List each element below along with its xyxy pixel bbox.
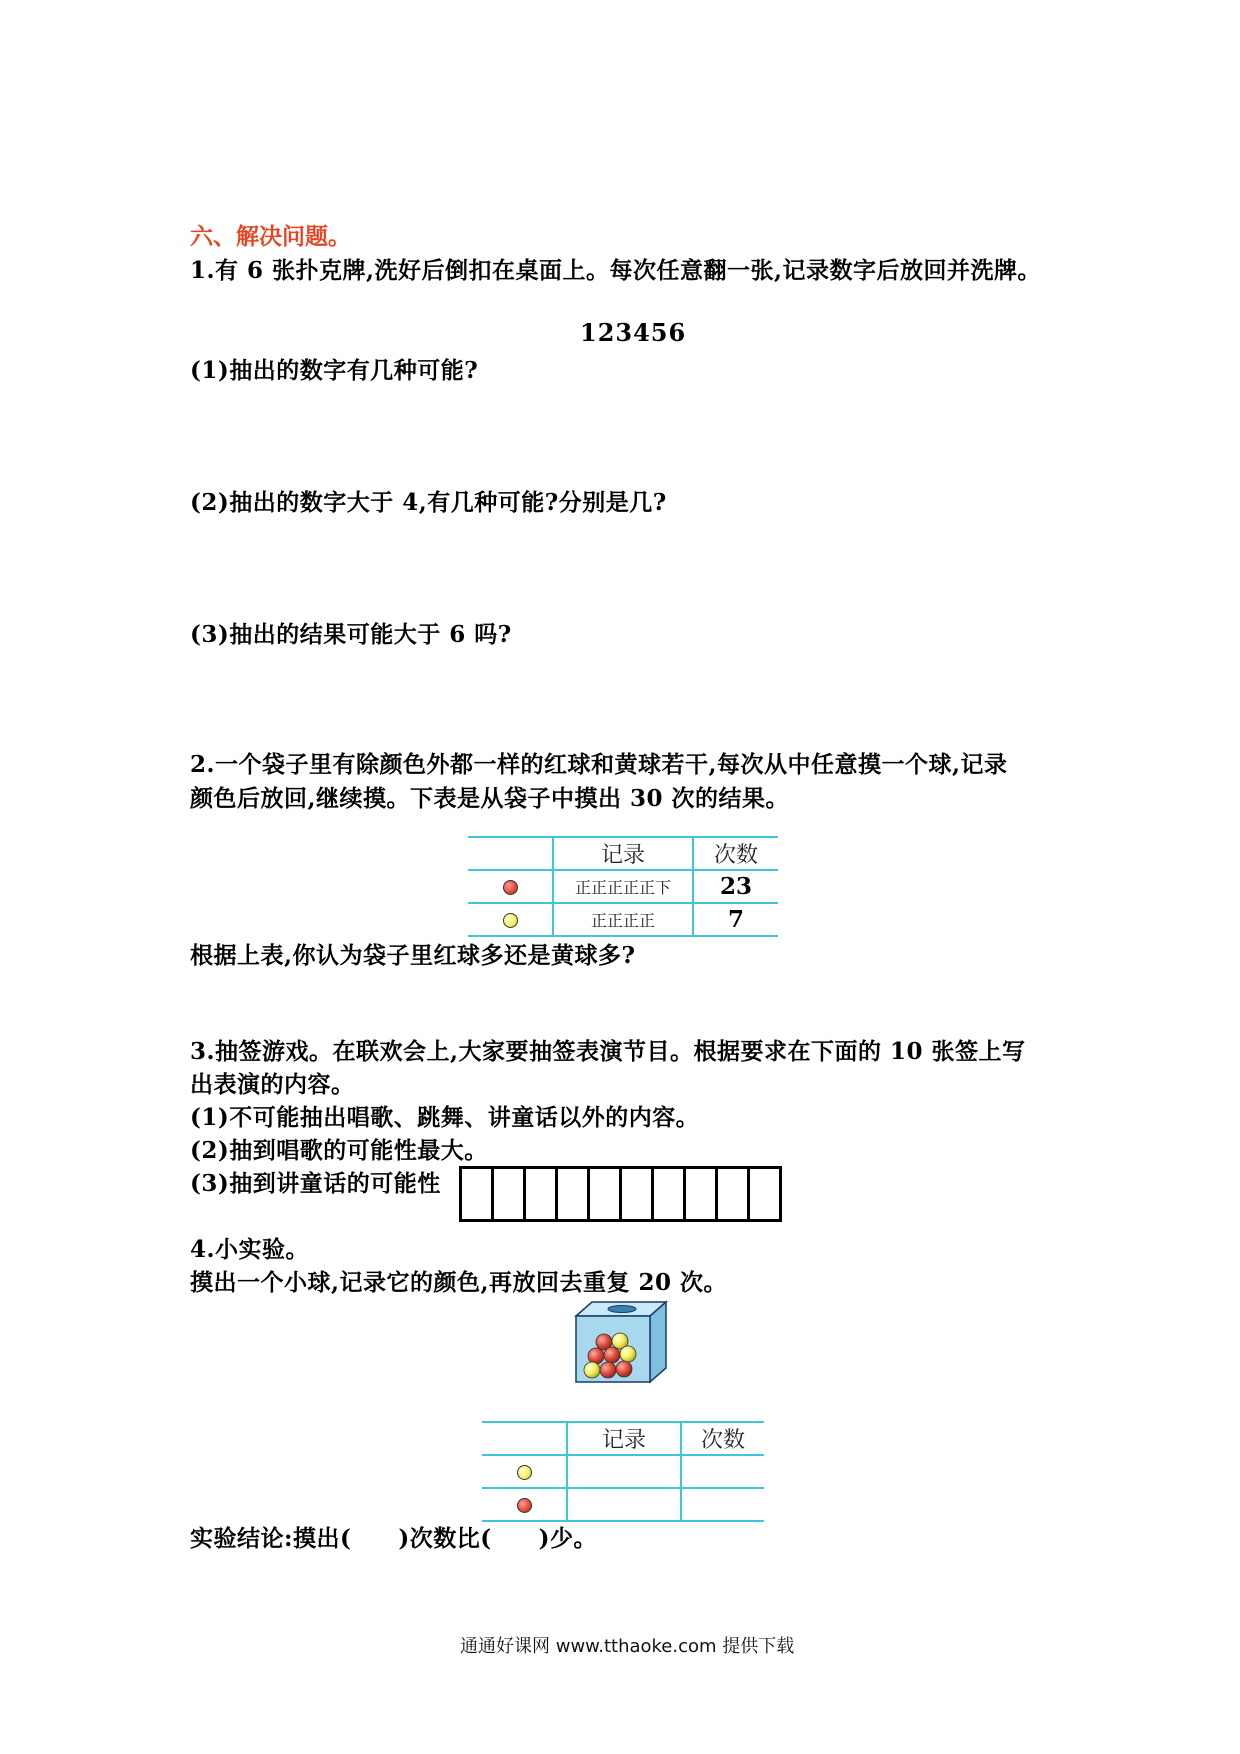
record-cell[interactable] xyxy=(567,1455,681,1488)
q2-line2: 颜色后放回,继续摸。下表是从袋子中摸出 30 次的结果。 xyxy=(190,785,790,812)
yellow-ball-icon xyxy=(517,1465,532,1480)
q1-sub2: (2)抽出的数字大于 4,有几种可能?分别是几? xyxy=(190,489,667,516)
header-record: 记录 xyxy=(553,837,693,870)
q3-req3: (3)抽到讲童话的可能性 xyxy=(190,1170,441,1197)
q4-text: 摸出一个小球,记录它的颜色,再放回去重复 20 次。 xyxy=(190,1269,728,1296)
q2-line1: 2.一个袋子里有除颜色外都一样的红球和黄球若干,每次从中任意摸一个球,记录 xyxy=(190,751,1008,778)
record-cell[interactable] xyxy=(567,1488,681,1521)
q1-sub1: (1)抽出的数字有几种可能? xyxy=(190,357,479,384)
q1-cards: 123456 xyxy=(580,318,687,347)
tally-mark: 正正正正 xyxy=(553,903,693,936)
q2-tally-table xyxy=(468,836,778,937)
slip-box[interactable] xyxy=(459,1166,494,1222)
footer-credit: 通通好课网 www.tthaoke.com 提供下载 xyxy=(460,1636,795,1657)
slip-box[interactable] xyxy=(587,1166,622,1222)
slip-box[interactable] xyxy=(747,1166,782,1222)
q1-text: 1.有 6 张扑克牌,洗好后倒扣在桌面上。每次任意翻一张,记录数字后放回并洗牌。 xyxy=(190,257,1042,284)
table-row xyxy=(482,1422,764,1455)
lottery-slips xyxy=(459,1166,779,1222)
table-row xyxy=(482,1455,764,1488)
tally-mark: 正正正正正下 xyxy=(553,870,693,903)
slip-box[interactable] xyxy=(523,1166,558,1222)
section-title: 六、解决问题。 xyxy=(190,223,351,250)
q4-conclusion: 实验结论:摸出( )次数比( )少。 xyxy=(190,1525,598,1552)
table-row xyxy=(468,903,778,936)
header-record: 记录 xyxy=(567,1422,681,1455)
tally-count: 23 xyxy=(693,870,778,903)
slip-box[interactable] xyxy=(683,1166,718,1222)
slip-box[interactable] xyxy=(715,1166,750,1222)
red-ball-icon xyxy=(517,1498,532,1513)
count-cell[interactable] xyxy=(681,1488,764,1521)
q2-question: 根据上表,你认为袋子里红球多还是黄球多? xyxy=(190,942,636,969)
slip-box[interactable] xyxy=(491,1166,526,1222)
count-cell[interactable] xyxy=(681,1455,764,1488)
yellow-ball-icon xyxy=(503,913,518,928)
q3-line1: 3.抽签游戏。在联欢会上,大家要抽签表演节目。根据要求在下面的 10 张签上写 xyxy=(190,1038,1026,1065)
header-count: 次数 xyxy=(681,1422,764,1455)
q1-sub3: (3)抽出的结果可能大于 6 吗? xyxy=(190,621,512,648)
table-row xyxy=(468,837,778,870)
table-row xyxy=(468,870,778,903)
slip-box[interactable] xyxy=(651,1166,686,1222)
slip-box[interactable] xyxy=(619,1166,654,1222)
q3-req2: (2)抽到唱歌的可能性最大。 xyxy=(190,1137,488,1164)
table-row xyxy=(482,1488,764,1521)
q4-title: 4.小实验。 xyxy=(190,1236,310,1263)
q4-record-table xyxy=(482,1421,764,1522)
header-count: 次数 xyxy=(693,837,778,870)
q3-line2: 出表演的内容。 xyxy=(190,1071,355,1098)
ball-box-illustration xyxy=(574,1300,670,1384)
red-ball-icon xyxy=(503,880,518,895)
tally-count: 7 xyxy=(693,903,778,936)
q3-req1: (1)不可能抽出唱歌、跳舞、讲童话以外的内容。 xyxy=(190,1104,700,1131)
slip-box[interactable] xyxy=(555,1166,590,1222)
